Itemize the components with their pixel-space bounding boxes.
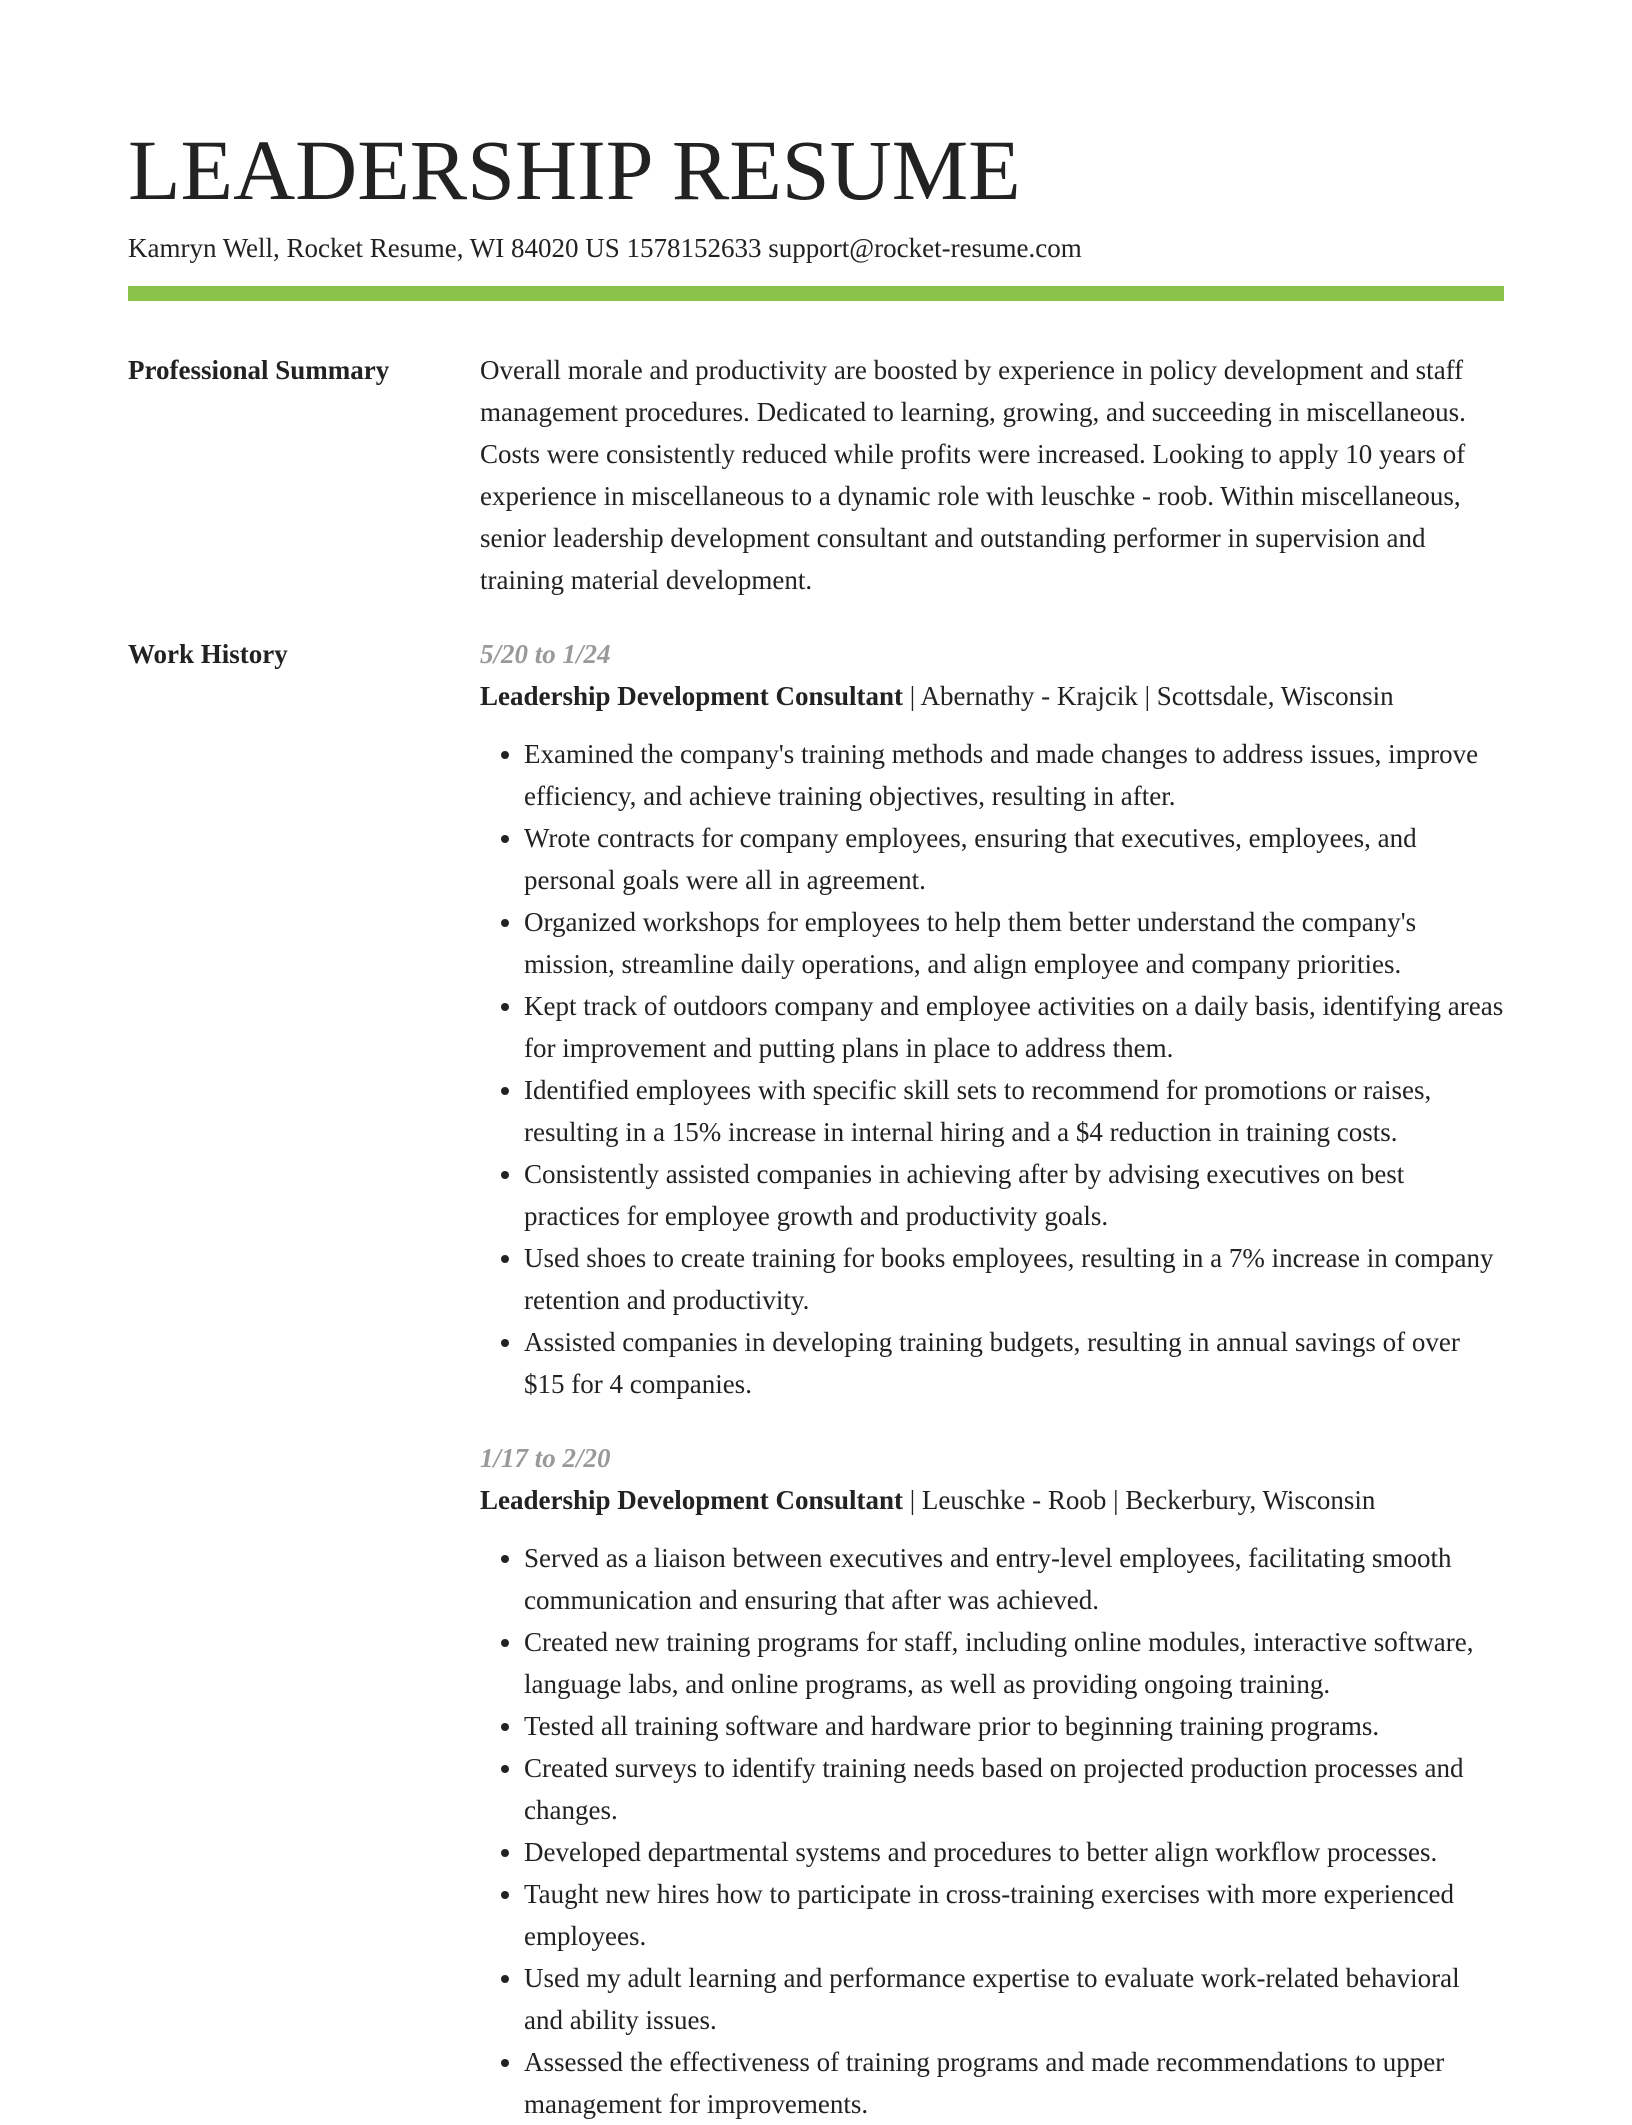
- job-bullet: • Created surveys to identify training needs based on projected production processes and changes.: [524, 1747, 1504, 1831]
- job-bullet: • Identified employees with specific skill sets to recommend for promotions or raises, resulting in a 15% increase in internal hiring and a $4 reduction in training costs.: [524, 1069, 1504, 1153]
- summary-body: [480, 349, 1504, 601]
- job-bullet: • Used shoes to create training for books employees, resulting in a 7% increase in company retention and productivity.: [524, 1237, 1504, 1321]
- job-bullet-list: [480, 733, 1504, 1405]
- job-dates: 1/17 to 2/20: [480, 1443, 611, 1473]
- section-heading-summary: Professional Summary: [128, 355, 390, 385]
- job-entry: [480, 633, 1504, 1405]
- contact-info: Kamryn Well, Rocket Resume, WI 84020 US 1578152633 support@rocket-resume.com: [128, 233, 1082, 263]
- job-dates: 5/20 to 1/24: [480, 639, 611, 669]
- job-bullet: • Taught new hires how to participate in cross-training exercises with more experienced employees.: [524, 1873, 1504, 1957]
- section-heading-work-history: Work History: [128, 639, 288, 669]
- job-bullet: • Kept track of outdoors company and employee activities on a daily basis, identifying areas for improvement and putting plans in place to address them.: [524, 985, 1504, 1069]
- job-bullet: • Developed departmental systems and procedures to better align workflow processes.: [524, 1831, 1504, 1873]
- job-title: Leadership Development Consultant: [480, 1485, 904, 1515]
- job-bullet: • Created new training programs for staff, including online modules, interactive software, language labs, and online programs, as well as providing ongoing training.: [524, 1621, 1504, 1705]
- resume-title: LEADERSHIP RESUME: [128, 122, 1021, 218]
- job-bullet: • Wrote contracts for company employees, ensuring that executives, employees, and personal goals were all in agreement.: [524, 817, 1504, 901]
- work-history-body: [480, 633, 1504, 2125]
- job-bullet: • Used my adult learning and performance expertise to evaluate work-related behavioral and ability issues.: [524, 1957, 1504, 2041]
- accent-divider: [128, 286, 1504, 301]
- job-bullet: • Tested all training software and hardware prior to beginning training programs.: [524, 1705, 1504, 1747]
- job-heading: [480, 675, 1504, 717]
- job-bullet: • Organized workshops for employees to help them better understand the company's mission, streamline daily operations, and align employee and company priorities.: [524, 901, 1504, 985]
- job-bullet: • Assisted companies in developing training budgets, resulting in annual savings of over $15 for 4 companies.: [524, 1321, 1504, 1405]
- job-bullet: • Served as a liaison between executives and entry-level employees, facilitating smooth communication and ensuring that after was achieved.: [524, 1537, 1504, 1621]
- job-employer-location: | Abernathy - Krajcik | Scottsdale, Wisconsin: [903, 681, 1394, 711]
- job-employer-location: | Leuschke - Roob | Beckerbury, Wisconsin: [903, 1485, 1376, 1515]
- job-bullet: • Consistently assisted companies in achieving after by advising executives on best practices for employee growth and productivity goals.: [524, 1153, 1504, 1237]
- job-bullet-list: [480, 1537, 1504, 2125]
- job-entry: [480, 1437, 1504, 2125]
- job-heading: [480, 1479, 1504, 1521]
- job-bullet: • Assessed the effectiveness of training programs and made recommendations to upper management for improvements.: [524, 2041, 1504, 2125]
- job-bullet: • Examined the company's training methods and made changes to address issues, improve efficiency, and achieve training objectives, resulting in after.: [524, 733, 1504, 817]
- summary-text: Overall morale and productivity are boosted by experience in policy development and staff management procedures. Dedicated to learning, growing, and succeeding in miscellaneous. Costs were consistently reduced while profits were increased. Looking to apply 10 years of experience in miscellaneous to a dynamic role with leuschke - roob. Within miscellaneous, senior leadership development consultant and outstanding performer in supervision and training material development.: [480, 355, 1466, 595]
- job-title: Leadership Development Consultant: [480, 681, 904, 711]
